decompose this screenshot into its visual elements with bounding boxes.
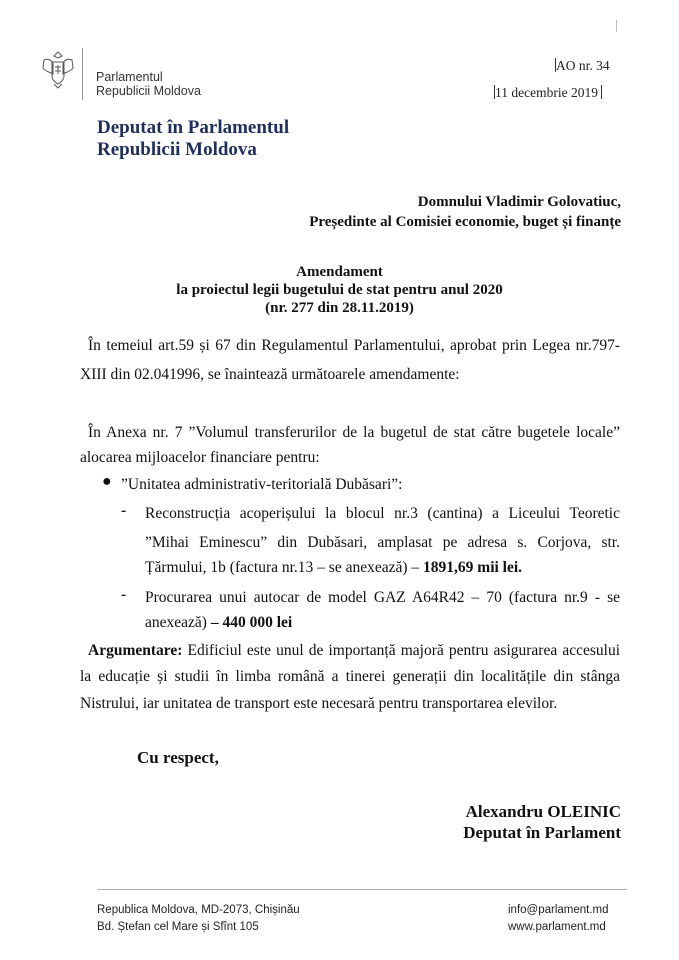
- corner-mark: [616, 20, 617, 32]
- item2-amount: – 440 000 lei: [210, 614, 293, 631]
- bracket-right: [601, 85, 602, 99]
- item2-line2: [145, 610, 620, 636]
- signatory-name: Alexandru OLEINIC: [465, 802, 621, 821]
- logo-divider: [82, 48, 83, 100]
- footer-address-line1: Republica Moldova, MD-2073, Chișinău: [97, 904, 300, 916]
- para2-line2: alocarea mijloacelor financiare pentru:: [80, 449, 320, 466]
- bullet-text: ”Unitatea administrativ-teritorială Dubăsari”:: [121, 476, 403, 493]
- dash-marker: -: [121, 586, 127, 603]
- coat-of-arms-icon: [40, 50, 76, 90]
- item1-line1: Reconstrucția acoperișului la blocul nr.3 (cantina) a Liceului Teoretic: [145, 505, 620, 522]
- signatory-title: Deputat în Parlament: [463, 823, 621, 842]
- argument-line1: [88, 638, 620, 664]
- addressee-title: Președinte al Comisiei economie, buget și finanțe: [309, 214, 621, 230]
- org-name-line2: Republicii Moldova: [96, 84, 201, 98]
- reference-number-text: AO nr. 34: [556, 58, 610, 73]
- item1-text: Țărmului, 1b (factura nr.13 – se anexează) –: [145, 559, 424, 576]
- argument-text: Edificiul este unul de importanță majoră pentru asigurarea accesului: [182, 642, 620, 659]
- footer-address-line2: Bd. Ștefan cel Mare și Sfînt 105: [97, 921, 259, 933]
- dash-marker: -: [121, 502, 127, 519]
- para1-line2: XIII din 02.041996, se înaintează următoarele amendamente:: [80, 366, 460, 383]
- item2-line1: Procurarea unui autocar de model GAZ A64R42 – 70 (factura nr.9 - se: [145, 589, 620, 606]
- addressee-name: Domnului Vladimir Golovatiuc,: [417, 194, 621, 210]
- para1-line1: În temeiul art.59 și 67 din Regulamentul Parlamentului, aprobat prin Legea nr.797-: [88, 337, 620, 354]
- deputy-heading-line1: Deputat în Parlamentul: [97, 117, 290, 138]
- org-name-line1: Parlamentul: [96, 70, 163, 84]
- closing-salutation: Cu respect,: [137, 748, 219, 767]
- item1-line3: [145, 555, 620, 581]
- argument-line3: Nistrului, iar unitatea de transport este necesară pentru transportarea elevilor.: [80, 695, 558, 712]
- footer-email-link[interactable]: info@parlament.md: [508, 904, 609, 916]
- footer-website-link[interactable]: www.parlament.md: [508, 921, 606, 933]
- reference-date-text: 11 decembrie 2019: [495, 85, 598, 100]
- item2-text: anexează): [145, 614, 211, 631]
- reference-date: [494, 85, 602, 101]
- deputy-heading-line2: Republicii Moldova: [97, 139, 257, 160]
- argument-label: Argumentare:: [88, 642, 183, 659]
- item1-line2: ”Mihai Eminescu” din Dubăsari, amplasat pe adresa s. Corjova, str.: [145, 534, 620, 551]
- argument-line2: la educație și studii în limba română a tinerei generații din localitățile din stânga: [80, 668, 620, 685]
- footer-divider: [97, 889, 627, 890]
- document-subtitle: la proiectul legii bugetului de stat pentru anul 2020: [176, 282, 503, 298]
- reference-number: [555, 58, 610, 74]
- para2-line1: În Anexa nr. 7 ”Volumul transferurilor de la bugetul de stat către bugetele locale”: [88, 424, 620, 441]
- document-title: Amendament: [296, 264, 383, 280]
- document-reference: (nr. 277 din 28.11.2019): [265, 300, 414, 316]
- bullet-icon: ●: [102, 473, 112, 490]
- item1-amount: 1891,69 mii lei.: [423, 559, 523, 576]
